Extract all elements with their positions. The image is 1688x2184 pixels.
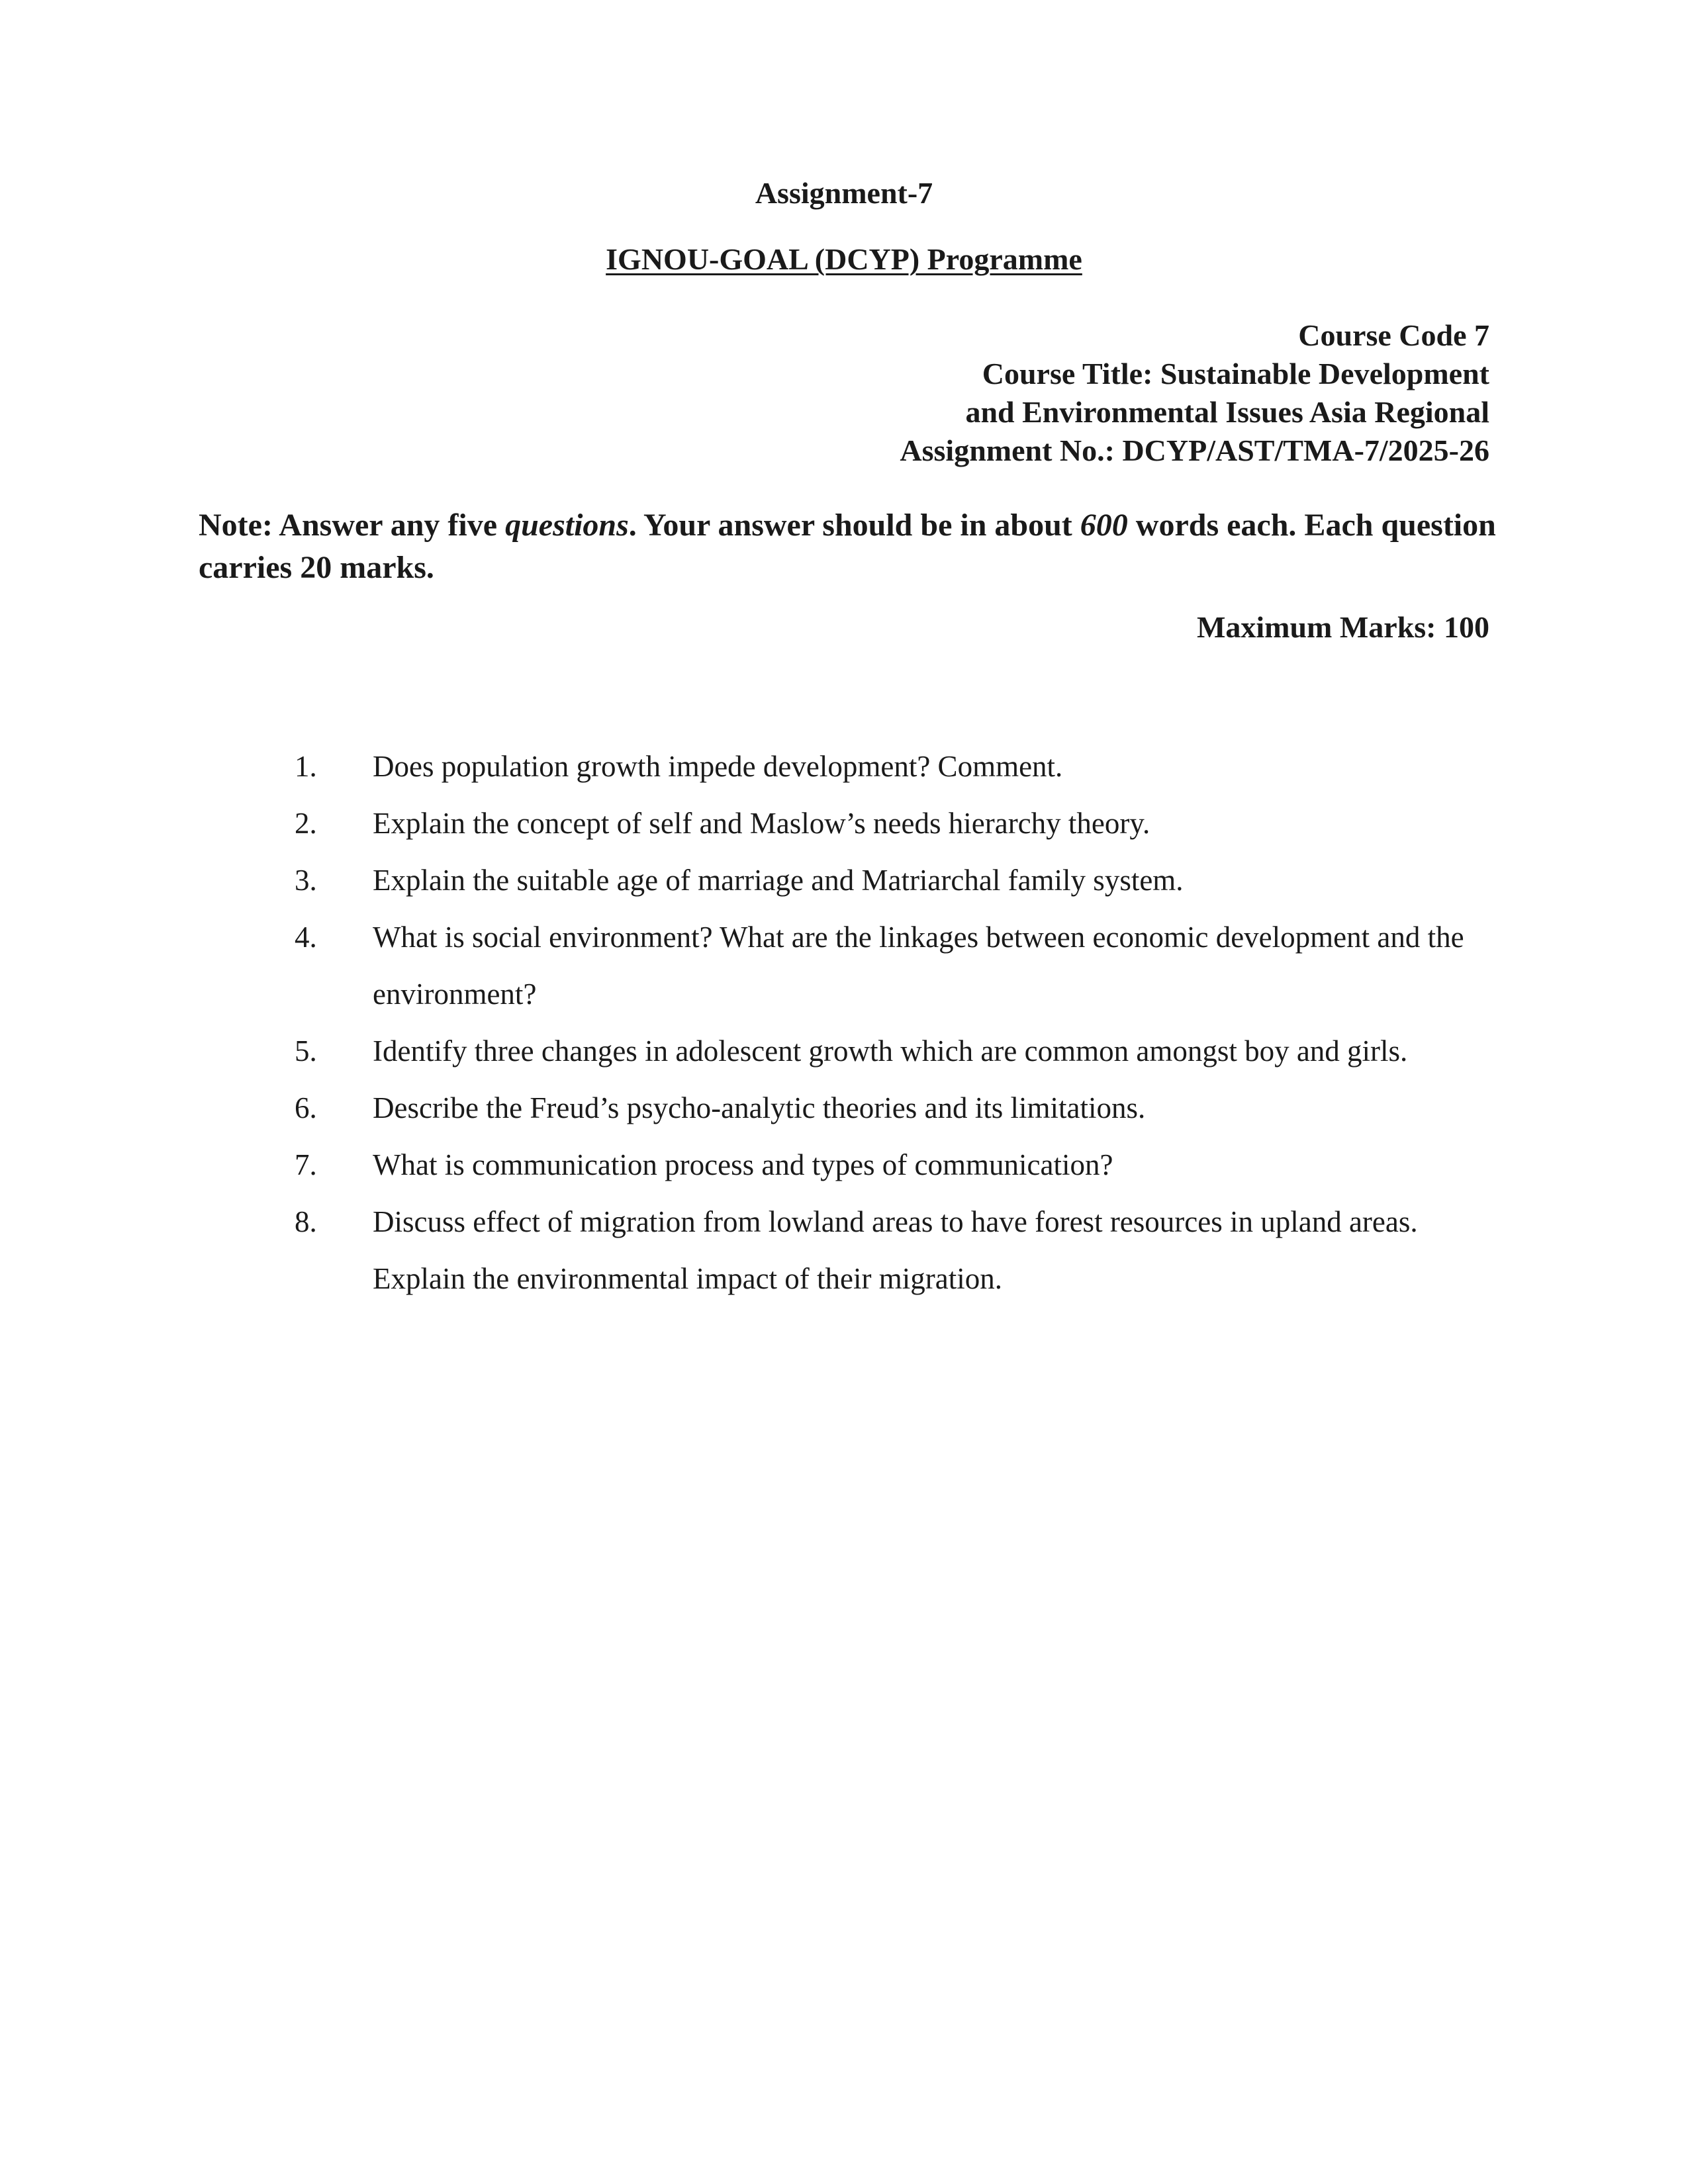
question-item xyxy=(295,1079,1486,1136)
note-part-3: . Your answer should be in about xyxy=(628,508,1080,543)
question-text: Explain the suitable age of marriage and Matriarchal family system. xyxy=(373,864,1184,897)
question-text: Discuss effect of migration from lowland areas to have forest resources in upland areas. Explain the environmental impact of their migration. xyxy=(373,1205,1418,1295)
question-number: 8. xyxy=(295,1205,317,1238)
question-text: What is communication process and types of communication? xyxy=(373,1148,1113,1181)
course-code: Course Code 7 xyxy=(1298,318,1489,352)
course-info-block xyxy=(496,316,1489,470)
question-item xyxy=(295,1023,1486,1079)
question-number: 6. xyxy=(295,1091,317,1124)
maximum-marks: Maximum Marks: 100 xyxy=(1196,610,1489,644)
course-title-line-1: Course Title: Sustainable Development xyxy=(982,357,1489,390)
question-item xyxy=(295,738,1486,795)
question-text: Explain the concept of self and Maslow’s needs hierarchy theory. xyxy=(373,807,1150,840)
assignment-number: Assignment No.: DCYP/AST/TMA-7/2025-26 xyxy=(900,433,1489,467)
question-item xyxy=(295,909,1486,1023)
course-title-line-2: and Environmental Issues Asia Regional xyxy=(965,395,1489,429)
question-number: 2. xyxy=(295,807,317,840)
question-number: 7. xyxy=(295,1148,317,1181)
assignment-title: Assignment-7 xyxy=(755,176,933,210)
programme-title-text: IGNOU-GOAL (DCYP) Programme xyxy=(606,242,1082,276)
note-part-5: words each. Each question carries 20 marks. xyxy=(199,508,1496,585)
question-number: 4. xyxy=(295,921,317,954)
question-list xyxy=(295,738,1486,1307)
question-text: Describe the Freud’s psycho-analytic theories and its limitations. xyxy=(373,1091,1146,1124)
question-text: Identify three changes in adolescent growth which are common amongst boy and girls. xyxy=(373,1034,1408,1068)
note-part-4: 600 xyxy=(1080,508,1128,543)
question-number: 5. xyxy=(295,1034,317,1068)
programme-title xyxy=(0,240,1688,279)
question-item xyxy=(295,795,1486,852)
note-part-2: questions xyxy=(505,508,629,543)
note-part-1: Note: Answer any five xyxy=(199,508,506,543)
instructions-note xyxy=(199,504,1496,589)
question-item xyxy=(295,1136,1486,1193)
question-text: Does population growth impede development? Comment. xyxy=(373,750,1063,783)
question-text: What is social environment? What are the linkages between economic development and the environment? xyxy=(373,921,1464,1011)
question-item xyxy=(295,1193,1486,1307)
question-number: 1. xyxy=(295,750,317,783)
question-number: 3. xyxy=(295,864,317,897)
question-item xyxy=(295,852,1486,909)
